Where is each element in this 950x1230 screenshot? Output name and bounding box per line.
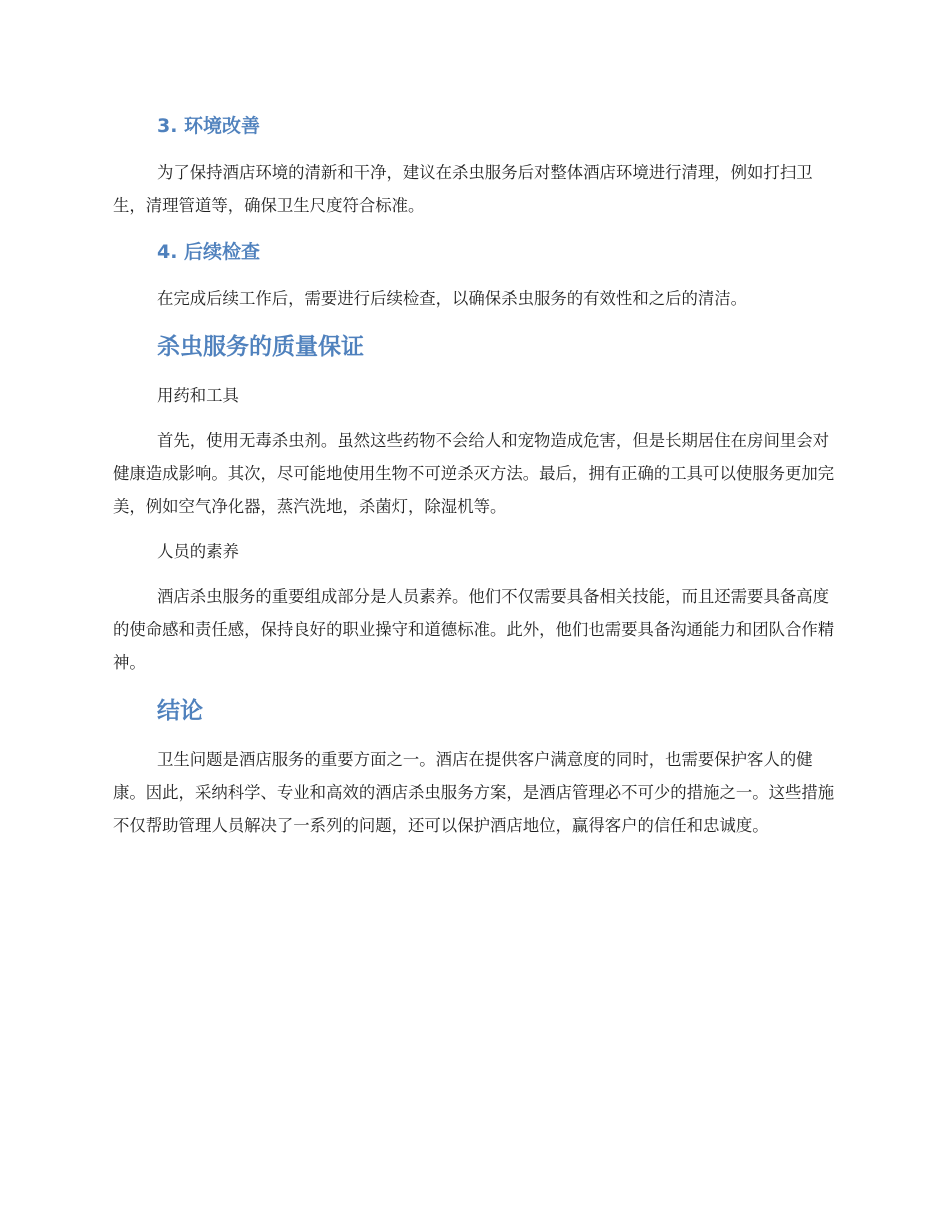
paragraph-conclusion: 卫生问题是酒店服务的重要方面之一。酒店在提供客户满意度的同时，也需要保护客人的健康。因此，采纳科学、专业和高效的酒店杀虫服务方案，是酒店管理必不可少的措施之一。这些措施不仅帮助管理人员解决了一系列的问题，还可以保护酒店地位，赢得客户的信任和忠诚度。 [113,750,835,835]
paragraph-staff-quality: 酒店杀虫服务的重要组成部分是人员素养。他们不仅需要具备相关技能，而且还需要具备高度的使命感和责任感，保持良好的职业操守和道德标准。此外，他们也需要具备沟通能力和团队合作精神。 [113,587,835,672]
paragraph-followup: 在完成后续工作后，需要进行后续检查，以确保杀虫服务的有效性和之后的清洁。 [157,289,748,308]
paragraph-environment: 为了保持酒店环境的清新和干净，建议在杀虫服务后对整体酒店环境进行清理，例如打扫卫生，清理管道等，确保卫生尺度符合标准。 [113,163,813,215]
heading-environment-improvement: 3. 环境改善 [157,115,261,137]
heading-quality-assurance: 杀虫服务的质量保证 [157,334,364,360]
heading-followup-check: 4. 后续检查 [157,241,261,263]
paragraph-medicine-tools: 首先，使用无毒杀虫剂。虽然这些药物不会给人和宠物造成危害，但是长期居住在房间里会对健康造成影响。其次，尽可能地使用生物不可逆杀灭方法。最后，拥有正确的工具可以使服务更加完美，例如空气净化器，蒸汽洗地，杀菌灯，除湿机等。 [113,431,835,516]
document-body [113,108,843,842]
heading-conclusion: 结论 [157,698,203,724]
subheading-medicine-tools: 用药和工具 [157,386,239,405]
subheading-staff-quality: 人员的素养 [157,542,239,561]
